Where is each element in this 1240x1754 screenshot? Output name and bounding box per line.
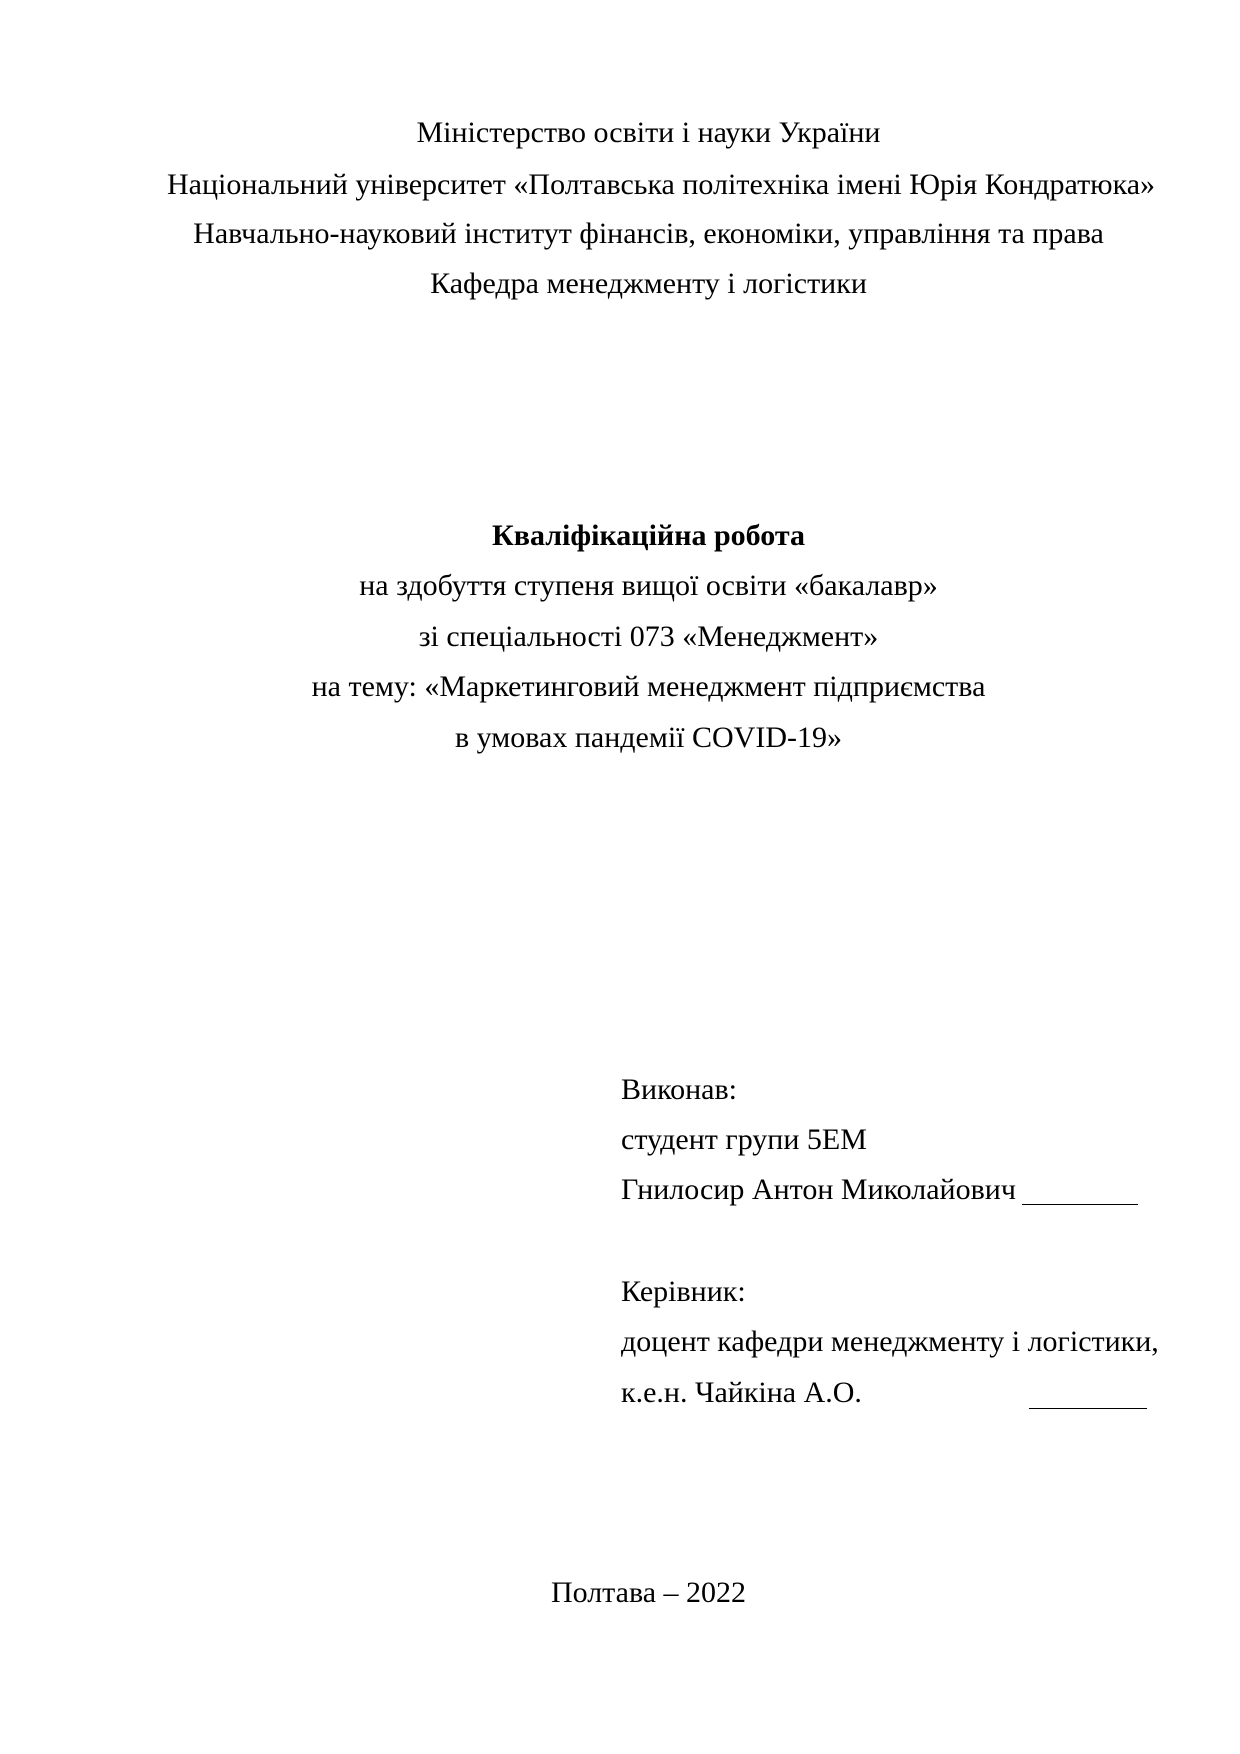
supervisor-label: Керівник: — [621, 1275, 746, 1308]
supervisor-name: к.е.н. Чайкіна А.О. — [621, 1376, 862, 1409]
topic-line-1: на тему: «Маркетинговий менеджмент підприємства — [311, 670, 986, 703]
degree-line: на здобуття ступеня вищої освіти «бакалавр» — [359, 569, 938, 602]
specialty-line: зі спеціальності 073 «Менеджмент» — [418, 620, 879, 653]
city-year: Полтава – 2022 — [550, 1576, 747, 1609]
author-name: Гнилосир Антон Миколайович — [621, 1173, 1016, 1206]
topic-line-2: в умовах пандемії COVID-19» — [455, 721, 842, 754]
author-label: Виконав: — [621, 1073, 737, 1106]
supervisor-signature-line — [1029, 1408, 1147, 1409]
university-line: Національний університет «Полтавська політехніка імені Юрія Кондратюка» — [167, 168, 1156, 201]
institute-line: Навчально-науковий інститут фінансів, економіки, управління та права — [193, 217, 1104, 250]
ministry-line: Міністерство освіти і науки України — [416, 116, 881, 149]
author-signature-line — [1022, 1204, 1138, 1205]
author-role: студент групи 5ЕМ — [621, 1123, 867, 1156]
department-line: Кафедра менеджменту і логістики — [430, 267, 867, 300]
work-title: Кваліфікаційна робота — [492, 519, 805, 552]
supervisor-role: доцент кафедри менеджменту і логістики, — [621, 1325, 1159, 1358]
